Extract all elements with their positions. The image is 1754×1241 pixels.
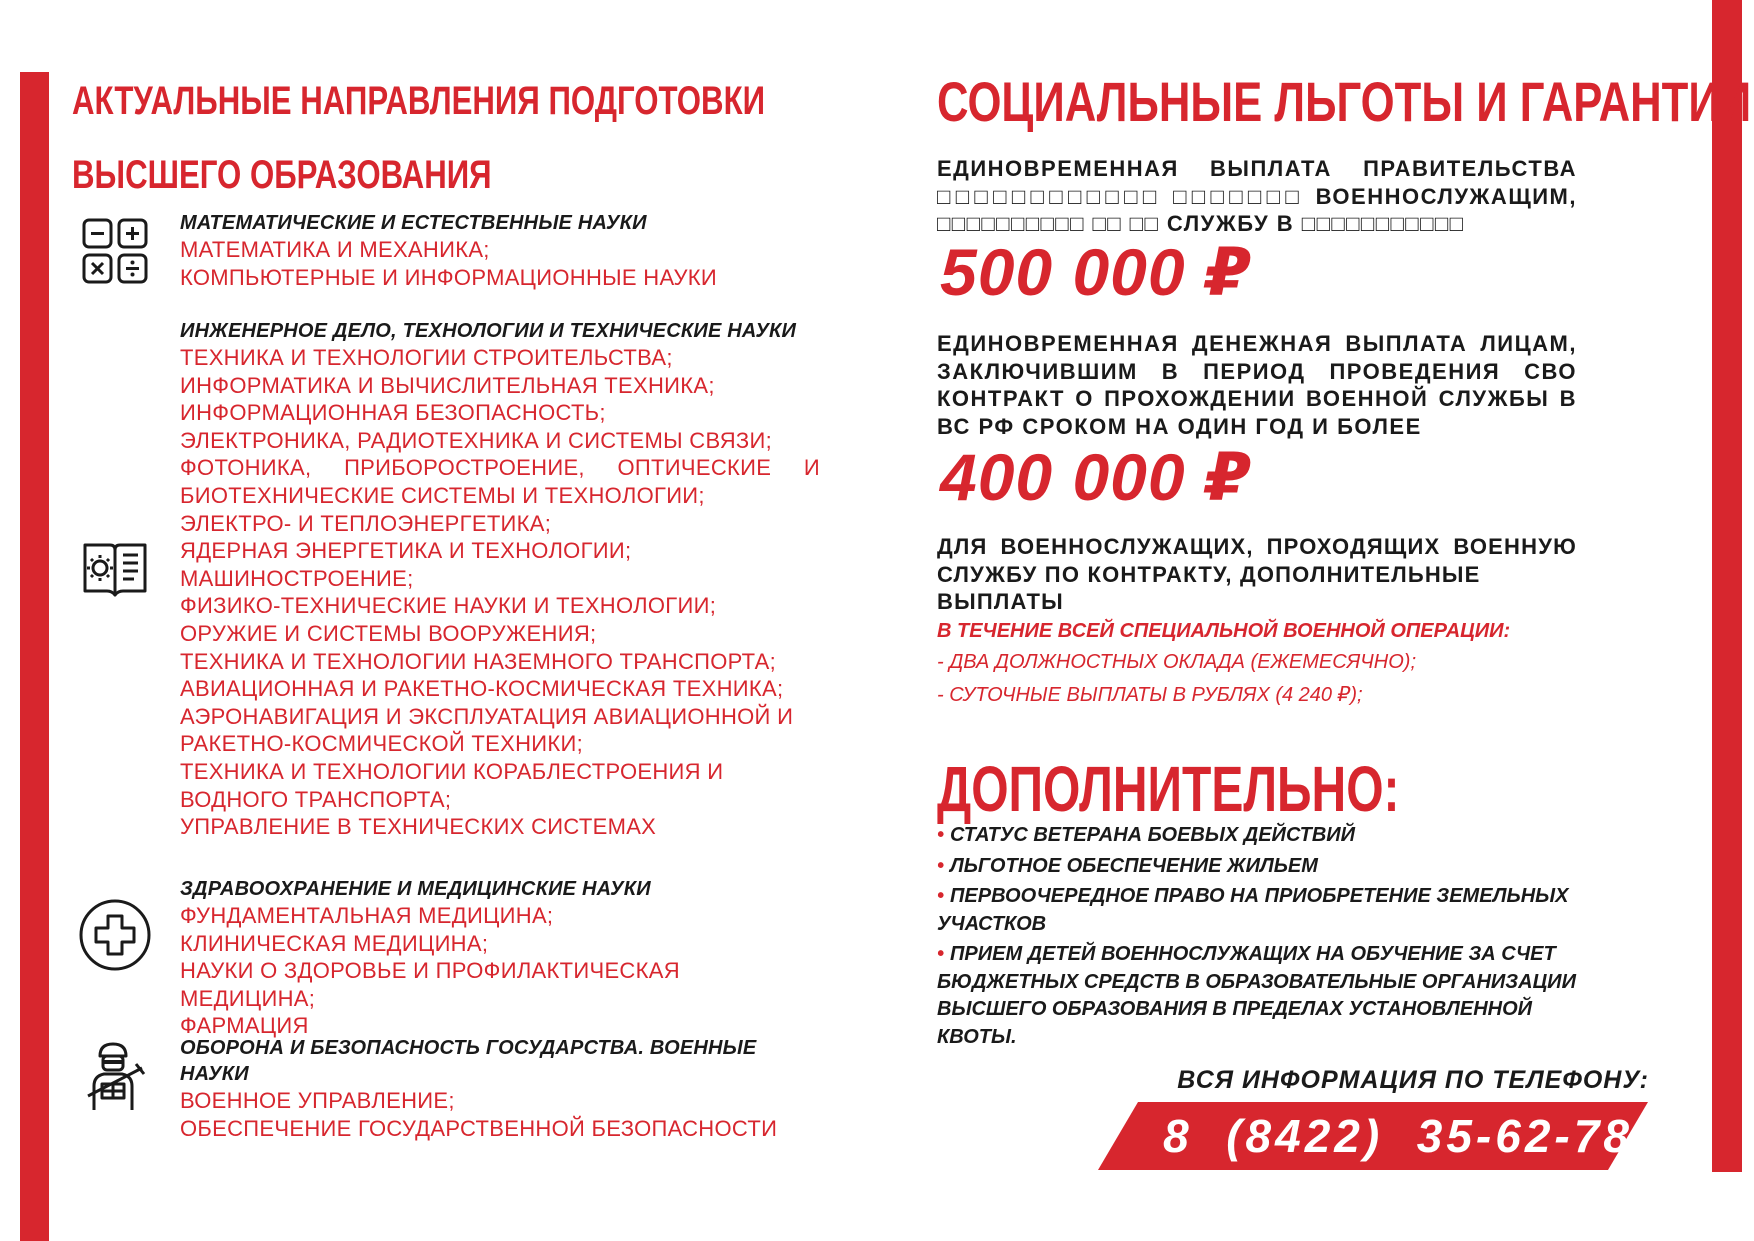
section-medicine (180, 876, 820, 1040)
list-item-text: ЛЬГОТНОЕ ОБЕСПЕЧЕНИЕ ЖИЛЬЕМ (950, 854, 1318, 877)
list-item: УПРАВЛЕНИЕ В ТЕХНИЧЕСКИХ СИСТЕМАХ (180, 814, 657, 840)
section-defense (180, 1035, 820, 1142)
list-item: ТЕХНИКА И ТЕХНОЛОГИИ НАЗЕМНОГО ТРАНСПОРТА; (180, 648, 777, 674)
extra-title: ДОПОЛНИТЕЛЬНО: (937, 753, 1400, 825)
payment2-line: ЕДИНОВРЕМЕННАЯ ДЕНЕЖНАЯ ВЫПЛАТА ЛИЦАМ, (937, 331, 1577, 356)
payment1-line2: □□□□□□□□□□□□ □□□□□□□ ВОЕННОСЛУЖАЩИМ, (937, 183, 1577, 209)
list-item: МАШИНОСТРОЕНИЕ; (180, 565, 414, 591)
list-item: ФОТОНИКА, ПРИБОРОСТРОЕНИЕ, ОПТИЧЕСКИЕ И БИОТЕХНИЧЕСКИЕ СИСТЕМЫ И ТЕХНОЛОГИИ; (180, 455, 820, 508)
list-item: НАУКИ О ЗДОРОВЬЕ И ПРОФИЛАКТИЧЕСКАЯ МЕДИЦИНА; (180, 958, 680, 1011)
bullet-icon: • (937, 885, 945, 907)
extra-list (937, 822, 1577, 1054)
section-heading: ЗДРАВООХРАНЕНИЕ И МЕДИЦИНСКИЕ НАУКИ (180, 878, 651, 900)
section-heading: ОБОРОНА И БЕЗОПАСНОСТЬ ГОСУДАРСТВА. ВОЕННЫЕ НАУКИ (180, 1037, 757, 1085)
soldier-icon (80, 1040, 150, 1117)
list-item: ФУНДАМЕНТАЛЬНАЯ МЕДИЦИНА; (180, 903, 554, 928)
left-accent-bar (20, 72, 49, 1241)
payment3-sub1: - ДВА ДОЛЖНОСТНЫХ ОКЛАДА (ЕЖЕМЕСЯЧНО); (937, 650, 1416, 673)
list-item-text: ПЕРВООЧЕРЕДНОЕ ПРАВО НА ПРИОБРЕТЕНИЕ ЗЕМЕЛЬНЫХ УЧАСТКОВ (937, 885, 1569, 935)
bullet-icon: • (937, 824, 945, 846)
list-item: ТЕХНИКА И ТЕХНОЛОГИИ КОРАБЛЕСТРОЕНИЯ И ВОДНОГО ТРАНСПОРТА; (180, 758, 724, 812)
bullet-icon: • (937, 854, 945, 877)
list-item: ЭЛЕКТРО- И ТЕПЛОЭНЕРГЕТИКА; (180, 510, 552, 536)
payment1-text (937, 155, 1577, 238)
list-item: КЛИНИЧЕСКАЯ МЕДИЦИНА; (180, 930, 489, 956)
right-accent-bar (1712, 0, 1742, 1172)
payment1-amount: 500 000 ₽ (940, 235, 1252, 309)
list-item: ФАРМАЦИЯ (180, 1013, 309, 1039)
payment2-amount: 400 000 ₽ (940, 440, 1252, 514)
list-item: МАТЕМАТИКА И МЕХАНИКА; (180, 237, 490, 262)
list-item: ЭЛЕКТРОНИКА, РАДИОТЕХНИКА И СИСТЕМЫ СВЯЗИ; (180, 427, 773, 453)
list-item-text: ПРИЕМ ДЕТЕЙ ВОЕННОСЛУЖАЩИХ НА ОБУЧЕНИЕ ЗА СЧЕТ БЮДЖЕТНЫХ СРЕДСТВ В ОБРАЗОВАТЕЛЬНЫЕ ОРГАНИЗАЦИИ ВЫСШЕГО ОБРАЗОВАНИЯ В ПРЕДЕЛАХ УСТАНОВЛЕННОЙ КВОТЫ. (937, 943, 1576, 1048)
payment3-line2: СЛУЖБУ ПО КОНТРАКТУ, ДОПОЛНИТЕЛЬНЫЕ ВЫПЛАТЫ (937, 561, 1481, 614)
list-item: ВОЕННОЕ УПРАВЛЕНИЕ; (180, 1088, 455, 1113)
medical-cross-icon (78, 898, 152, 977)
engineering-book-icon (82, 537, 148, 604)
list-item: АЭРОНАВИГАЦИЯ И ЭКСПЛУАТАЦИЯ АВИАЦИОННОЙ И РАКЕТНО-КОСМИЧЕСКОЙ ТЕХНИКИ; (180, 703, 794, 757)
section-heading: МАТЕМАТИЧЕСКИЕ И ЕСТЕСТВЕННЫЕ НАУКИ (180, 212, 647, 234)
list-item: ИНФОРМАЦИОННАЯ БЕЗОПАСНОСТЬ; (180, 400, 606, 426)
left-title (72, 64, 766, 212)
list-item-text: СТАТУС ВЕТЕРАНА БОЕВЫХ ДЕЙСТВИЙ (950, 824, 1356, 846)
phone-label: ВСЯ ИНФОРМАЦИЯ ПО ТЕЛЕФОНУ: (1177, 1066, 1649, 1094)
phone-banner (1098, 1102, 1648, 1170)
list-item (937, 941, 1577, 1051)
list-item (937, 822, 1577, 850)
payment2-line: ЗАКЛЮЧИВШИМ В ПЕРИОД ПРОВЕДЕНИЯ СВО (937, 358, 1577, 384)
list-item: ФИЗИКО-ТЕХНИЧЕСКИЕ НАУКИ И ТЕХНОЛОГИИ; (180, 593, 717, 619)
list-item: ОРУЖИЕ И СИСТЕМЫ ВООРУЖЕНИЯ; (180, 620, 597, 646)
right-title: СОЦИАЛЬНЫЕ ЛЬГОТЫ И ГАРАНТИИ (937, 70, 1752, 133)
left-title-line1: АКТУАЛЬНЫЕ НАПРАВЛЕНИЯ ПОДГОТОВКИ (72, 79, 766, 123)
phone-number[interactable]: 8 (8422) 35-62-78 (1163, 1110, 1633, 1162)
payment1-line3: □□□□□□□□□□ □□ □□ СЛУЖБУ В □□□□□□□□□□□ (937, 211, 1465, 236)
list-item: АВИАЦИОННАЯ И РАКЕТНО-КОСМИЧЕСКАЯ ТЕХНИКА; (180, 676, 784, 702)
section-heading: ИНЖЕНЕРНОЕ ДЕЛО, ТЕХНОЛОГИИ И ТЕХНИЧЕСКИЕ НАУКИ (180, 320, 797, 342)
payment1-line1: ЕДИНОВРЕМЕННАЯ ВЫПЛАТА ПРАВИТЕЛЬСТВА (937, 156, 1577, 181)
list-item: ТЕХНИКА И ТЕХНОЛОГИИ СТРОИТЕЛЬСТВА; (180, 345, 673, 370)
list-item: КОМПЬЮТЕРНЫЕ И ИНФОРМАЦИОННЫЕ НАУКИ (180, 264, 718, 290)
bullet-icon: • (937, 943, 945, 965)
payment2-text (937, 330, 1577, 440)
payment3-block (937, 533, 1577, 712)
list-item: ИНФОРМАТИКА И ВЫЧИСЛИТЕЛЬНАЯ ТЕХНИКА; (180, 372, 715, 398)
list-item: ЯДЕРНАЯ ЭНЕРГЕТИКА И ТЕХНОЛОГИИ; (180, 538, 632, 564)
list-item: ОБЕСПЕЧЕНИЕ ГОСУДАРСТВЕННОЙ БЕЗОПАСНОСТИ (180, 1115, 778, 1141)
section-math (180, 210, 820, 291)
left-title-line2: ВЫСШЕГО ОБРАЗОВАНИЯ (72, 153, 492, 197)
payment2-line: КОНТРАКТ О ПРОХОЖДЕНИИ ВОЕННОЙ СЛУЖБЫ В (937, 386, 1577, 411)
calculator-icon (82, 218, 148, 289)
payment3-line1: ДЛЯ ВОЕННОСЛУЖАЩИХ, ПРОХОДЯЩИХ ВОЕННУЮ (937, 534, 1577, 559)
section-engineering (180, 318, 820, 841)
payment3-emphasis: В ТЕЧЕНИЕ ВСЕЙ СПЕЦИАЛЬНОЙ ВОЕННОЙ ОПЕРАЦИИ: (937, 619, 1511, 642)
payment2-line: ВС РФ СРОКОМ НА ОДИН ГОД И БОЛЕЕ (937, 413, 1422, 439)
payment3-sub2: - СУТОЧНЫЕ ВЫПЛАТЫ В РУБЛЯХ (4 240 ₽); (937, 683, 1363, 706)
list-item (937, 883, 1577, 938)
list-item (937, 853, 1577, 881)
